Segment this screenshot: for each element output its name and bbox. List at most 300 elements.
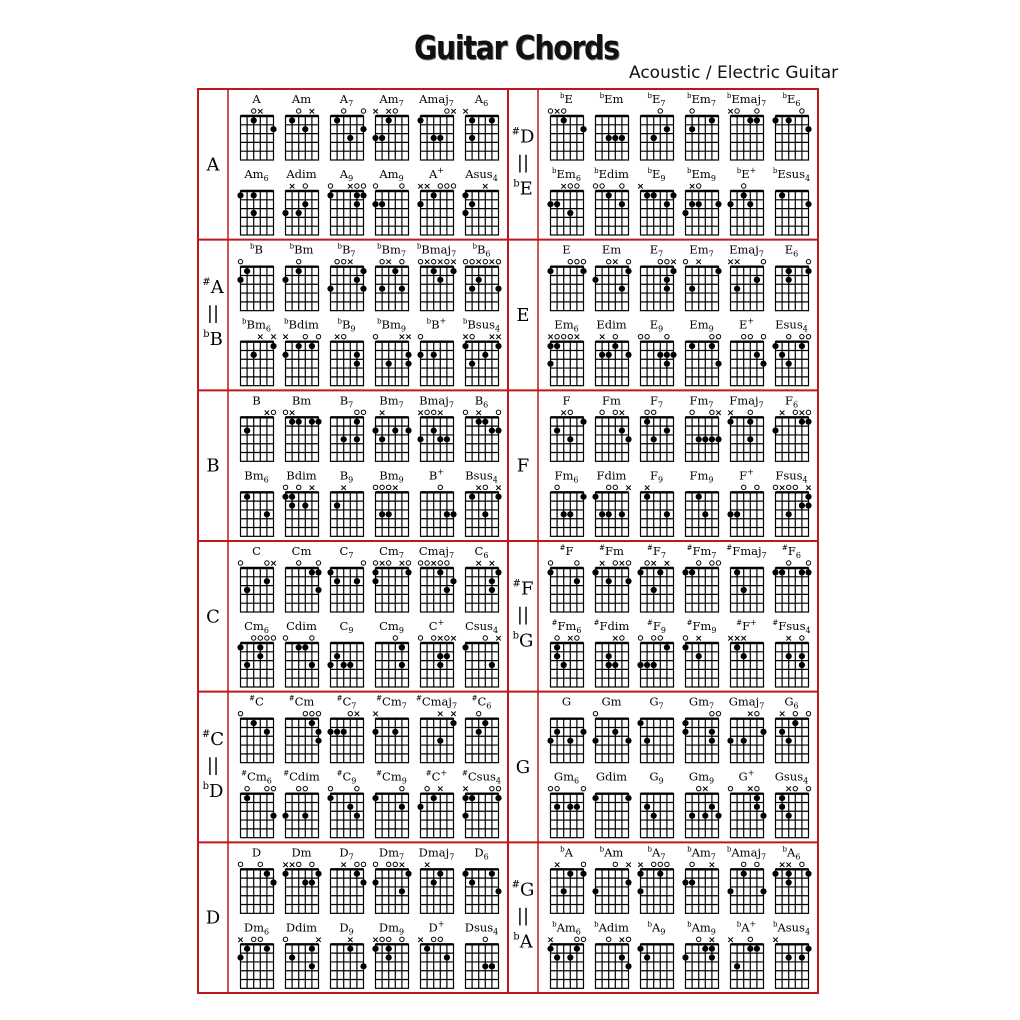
finger-dot	[489, 578, 495, 584]
chord-name: $^b$Bdim	[284, 317, 319, 332]
muted-string-mark: ×	[423, 860, 431, 871]
finger-dot	[799, 502, 805, 508]
fret-diagram	[331, 333, 364, 386]
open-string-mark	[432, 937, 436, 941]
finger-dot	[334, 578, 340, 584]
fret-diagram	[686, 109, 719, 160]
finger-dot	[554, 653, 560, 659]
open-string-mark	[252, 636, 256, 640]
open-string-mark	[575, 937, 579, 941]
finger-dot	[606, 352, 612, 358]
finger-dot	[612, 729, 618, 735]
chord-name: $^{\#}C_7$	[336, 694, 357, 711]
finger-dot	[354, 871, 360, 877]
open-string-mark	[548, 786, 552, 790]
finger-dot	[657, 871, 663, 877]
chord-name: $E_7$	[649, 242, 664, 259]
chord-name: #Cm	[288, 694, 315, 709]
chord-name: $^b$E+	[736, 166, 757, 181]
open-string-mark	[316, 561, 320, 565]
finger-dot	[437, 569, 443, 575]
chord-name: $^b$Edim	[594, 167, 629, 181]
open-string-mark	[728, 786, 732, 790]
muted-string-mark: ×	[346, 935, 355, 946]
fret-diagram	[286, 711, 322, 762]
open-string-mark	[800, 109, 804, 113]
chord-name: $^bBm_6$	[242, 317, 271, 334]
fret-diagram	[773, 483, 812, 536]
finger-dot	[417, 436, 423, 442]
finger-dot	[417, 352, 423, 358]
muted-string-mark: ×	[281, 332, 290, 343]
fret-diagram	[372, 786, 408, 837]
finger-dot	[567, 871, 573, 877]
chord-name: Cm	[291, 544, 312, 558]
fret-diagram	[592, 258, 631, 311]
open-string-mark	[742, 485, 746, 489]
open-string-mark	[271, 786, 275, 790]
chord-name: #Fdim	[593, 619, 630, 633]
open-string-mark	[800, 636, 804, 640]
finger-dot	[786, 117, 792, 123]
open-string-mark	[445, 636, 449, 640]
finger-dot	[469, 117, 475, 123]
finger-dot	[741, 738, 747, 744]
chord-name: $C_6$	[474, 544, 489, 560]
open-string-mark	[342, 109, 346, 113]
finger-dot	[482, 419, 488, 425]
finger-dot	[437, 738, 443, 744]
fret-diagram	[727, 862, 766, 913]
finger-dot	[354, 578, 360, 584]
chord-section	[512, 89, 812, 240]
fret-diagram	[421, 485, 457, 536]
finger-dot	[619, 954, 625, 960]
chord-name: $B_9$	[339, 468, 354, 485]
chord-name: $A_7$	[339, 92, 354, 108]
open-string-mark	[355, 862, 359, 866]
finger-dot	[327, 192, 333, 198]
section-label-line: #F	[512, 578, 534, 600]
open-string-mark	[445, 184, 449, 188]
muted-string-mark: ×	[416, 935, 425, 946]
section-label-line: E	[516, 305, 530, 326]
finger-dot	[580, 268, 586, 274]
muted-string-mark: ×	[694, 634, 703, 644]
open-string-mark	[800, 862, 804, 866]
open-string-mark	[355, 786, 359, 790]
finger-dot	[709, 804, 715, 810]
fret-diagram	[376, 258, 409, 311]
muted-string-mark: ×	[784, 860, 793, 871]
finger-dot	[244, 494, 250, 500]
muted-string-mark: ×	[546, 935, 555, 946]
finger-dot	[244, 268, 250, 274]
open-string-mark	[470, 259, 474, 263]
chord-name: C+	[428, 618, 445, 633]
muted-string-mark: ×	[256, 332, 265, 343]
chord-section	[508, 692, 818, 843]
open-string-mark	[297, 862, 301, 866]
chord-name: #Csus$_4$	[462, 769, 501, 786]
open-string-mark	[310, 862, 314, 866]
fret-diagram	[596, 116, 629, 160]
muted-string-mark: ×	[346, 257, 355, 268]
fret-diagram	[372, 860, 411, 913]
finger-dot	[282, 494, 288, 500]
finger-dot	[296, 343, 302, 349]
chord-name: Gsus$_4$	[774, 769, 809, 786]
open-string-mark	[690, 109, 694, 113]
chord-name: $Cm_6$	[244, 619, 269, 635]
chord-name: $B_6$	[474, 393, 489, 410]
finger-dot	[727, 419, 733, 425]
section-label-line: F	[516, 455, 530, 477]
finger-dot	[779, 352, 785, 358]
finger-dot	[606, 578, 612, 584]
fret-diagram	[372, 710, 409, 763]
open-string-mark	[445, 561, 449, 565]
open-string-mark	[387, 561, 391, 565]
fret-diagram	[637, 944, 673, 988]
muted-string-mark: ×	[353, 709, 361, 720]
finger-dot	[476, 729, 482, 735]
finger-dot	[715, 201, 721, 207]
finger-dot	[664, 427, 670, 433]
finger-dot	[779, 569, 785, 575]
chord-name: $^b$A	[560, 845, 573, 860]
muted-string-mark: ×	[236, 935, 245, 946]
open-string-mark	[607, 259, 611, 263]
finger-dot	[709, 343, 715, 349]
chord-name: $E_9$	[649, 317, 664, 334]
fret-diagram	[466, 937, 499, 988]
finger-dot	[554, 343, 560, 349]
chord-name: $Dm_6$	[243, 920, 270, 937]
open-string-mark	[438, 937, 442, 941]
finger-dot	[709, 946, 715, 952]
finger-dot	[431, 352, 437, 358]
finger-dot	[270, 343, 276, 349]
muted-string-mark: ×	[449, 709, 458, 720]
finger-dot	[444, 954, 450, 960]
muted-string-mark: ×	[726, 107, 735, 117]
muted-string-mark: ×	[559, 182, 568, 192]
finger-dot	[664, 511, 670, 517]
finger-dot	[399, 662, 405, 668]
finger-dot	[354, 277, 360, 283]
finger-dot	[786, 813, 792, 819]
finger-dot	[709, 738, 715, 744]
open-string-mark	[445, 259, 449, 263]
finger-dot	[637, 946, 643, 952]
open-string-mark	[697, 786, 701, 790]
chord-name: Amaj$_7$	[419, 92, 454, 108]
fret-diagram	[462, 785, 502, 838]
finger-dot	[651, 436, 657, 442]
finger-dot	[495, 494, 501, 500]
chord-name: Fmaj$_7$	[729, 393, 764, 410]
finger-dot	[251, 117, 257, 123]
fret-diagram	[596, 333, 632, 386]
chord-name: $^b$Emaj$_7$	[726, 92, 767, 108]
finger-dot	[302, 201, 308, 207]
finger-dot	[302, 813, 308, 819]
open-string-mark	[490, 786, 494, 790]
fret-diagram	[551, 485, 587, 536]
chord-name: $^{\#}F_7$	[647, 544, 666, 560]
finger-dot	[372, 135, 378, 141]
open-string-mark	[238, 259, 242, 263]
finger-dot	[619, 135, 625, 141]
chord-name: $^{\#}Fm_7$	[686, 544, 717, 560]
finger-dot	[747, 436, 753, 442]
open-string-mark	[600, 410, 604, 414]
finger-dot	[625, 738, 631, 744]
finger-dot	[360, 879, 366, 885]
fret-diagram	[727, 710, 766, 763]
chord-name: $^b$Asus$_4$	[772, 920, 811, 937]
finger-dot	[754, 277, 760, 283]
finger-dot	[779, 729, 785, 735]
chord-name: G+	[738, 768, 755, 784]
fret-diagram	[241, 333, 278, 386]
finger-dot	[592, 795, 598, 801]
muted-string-mark: ×	[636, 860, 645, 871]
muted-string-mark: ×	[461, 784, 470, 795]
fret-diagram	[772, 408, 811, 461]
page-title: Guitar Chords	[414, 28, 619, 67]
chord-name: $^bEm_6$	[552, 167, 581, 183]
finger-dot	[657, 569, 663, 575]
fret-diagram	[772, 334, 810, 385]
finger-dot	[482, 720, 488, 726]
finger-dot	[495, 427, 501, 433]
finger-dot	[786, 653, 792, 659]
open-string-mark	[581, 259, 585, 263]
finger-dot	[309, 946, 315, 952]
chord-name: $Bm_9$	[379, 468, 404, 485]
finger-dot	[327, 286, 333, 292]
fret-diagram	[592, 483, 632, 536]
chord-name: E	[562, 242, 571, 257]
finger-dot	[354, 419, 360, 425]
chord-name: $F_7$	[649, 393, 664, 410]
open-string-mark	[483, 636, 487, 640]
muted-string-mark: ×	[798, 408, 806, 419]
finger-dot	[644, 494, 650, 500]
finger-dot	[289, 117, 295, 123]
open-string-mark	[400, 786, 404, 790]
chord-name: Edim	[596, 317, 627, 332]
chord-name: $^b$Bsus$_4$	[462, 317, 501, 334]
fret-diagram	[372, 184, 408, 235]
finger-dot	[651, 192, 657, 198]
finger-dot	[606, 662, 612, 668]
chord-name: $Em_6$	[554, 317, 579, 334]
finger-dot	[580, 126, 586, 132]
finger-dot	[734, 963, 740, 969]
finger-dot	[399, 286, 405, 292]
fret-diagram	[327, 182, 366, 235]
open-string-mark	[638, 334, 642, 338]
muted-string-mark: ×	[643, 483, 651, 494]
finger-dot	[437, 871, 443, 877]
open-string-mark	[297, 485, 301, 489]
fret-diagram	[776, 785, 811, 838]
finger-dot	[606, 511, 612, 517]
finger-dot	[431, 192, 437, 198]
muted-string-mark: ×	[804, 483, 813, 494]
open-string-mark	[303, 786, 307, 790]
fret-diagram	[286, 107, 319, 160]
fret-diagram	[731, 334, 767, 385]
fret-diagram	[772, 561, 811, 612]
chord-name: Cdim	[286, 619, 317, 633]
open-string-mark	[297, 561, 301, 565]
chord-name: $^bAm_9$	[687, 920, 716, 937]
finger-dot	[270, 813, 276, 819]
open-string-mark	[387, 862, 391, 866]
finger-dot	[727, 511, 733, 517]
open-string-mark	[742, 184, 746, 188]
muted-string-mark: ×	[778, 860, 786, 871]
finger-dot	[244, 946, 250, 952]
muted-string-mark: ×	[333, 332, 341, 343]
fret-diagram	[686, 492, 719, 536]
finger-dot	[489, 427, 495, 433]
chord-name: Bdim	[286, 468, 317, 483]
section-label-line: G	[515, 757, 531, 778]
fret-diagram	[237, 935, 274, 988]
open-string-mark	[626, 561, 630, 565]
fret-diagram	[547, 719, 586, 763]
muted-string-mark: ×	[308, 483, 316, 494]
muted-string-mark: ×	[618, 559, 626, 569]
fret-diagram	[462, 634, 502, 687]
finger-dot	[689, 201, 695, 207]
chord-name: $^b$Amaj$_7$	[726, 845, 767, 862]
open-string-mark	[555, 334, 559, 338]
chord-name: $G_9$	[649, 769, 664, 786]
chord-section	[198, 240, 508, 391]
fret-diagram	[641, 258, 678, 311]
finger-dot	[664, 286, 670, 292]
open-string-mark	[400, 184, 404, 188]
chord-name: #C	[249, 694, 264, 709]
open-string-mark	[710, 711, 714, 715]
fret-diagram	[727, 258, 766, 311]
finger-dot	[315, 871, 321, 877]
open-string-mark	[451, 184, 455, 188]
finger-dot	[799, 343, 805, 349]
finger-dot	[580, 729, 586, 735]
muted-string-mark: ×	[618, 935, 626, 946]
muted-string-mark: ×	[566, 634, 575, 644]
open-string-mark	[793, 786, 797, 790]
finger-dot	[727, 201, 733, 207]
open-string-mark	[716, 334, 720, 338]
open-string-mark	[800, 334, 804, 338]
muted-string-mark: ×	[449, 257, 458, 268]
muted-string-mark: ×	[726, 257, 735, 268]
chord-name: #Cdim	[283, 769, 320, 784]
finger-dot	[405, 352, 411, 358]
finger-dot	[664, 352, 670, 358]
open-string-mark	[387, 937, 391, 941]
muted-string-mark: ×	[474, 483, 483, 494]
finger-dot	[561, 888, 567, 894]
finger-dot	[327, 795, 333, 801]
chord-name: $^bB_7$	[337, 242, 356, 259]
fret-diagram	[237, 259, 273, 310]
finger-dot	[237, 277, 243, 283]
muted-string-mark: ×	[636, 182, 645, 192]
finger-dot	[257, 653, 263, 659]
finger-dot	[799, 653, 805, 659]
open-string-mark	[418, 334, 422, 338]
open-string-mark	[665, 259, 669, 263]
open-string-mark	[425, 410, 429, 414]
finger-dot	[309, 720, 315, 726]
finger-dot	[702, 813, 708, 819]
finger-dot	[341, 729, 347, 735]
section-label-line: B	[206, 455, 220, 477]
fret-diagram	[547, 561, 583, 612]
open-string-mark	[568, 184, 572, 188]
open-string-mark	[793, 711, 797, 715]
muted-string-mark: ×	[553, 107, 561, 117]
open-string-mark	[418, 259, 422, 263]
finger-dot	[619, 201, 625, 207]
finger-dot	[734, 511, 740, 517]
finger-dot	[644, 954, 650, 960]
finger-dot	[354, 352, 360, 358]
finger-dot	[547, 268, 553, 274]
fret-diagram	[548, 786, 585, 837]
open-string-mark	[548, 561, 552, 565]
fret-diagram	[637, 636, 673, 687]
muted-string-mark: ×	[649, 559, 658, 569]
finger-dot	[625, 352, 631, 358]
open-string-mark	[387, 485, 391, 489]
muted-string-mark: ×	[494, 332, 503, 343]
open-string-mark	[658, 636, 662, 640]
chord-name: Cmaj$_7$	[418, 544, 455, 560]
open-string-mark	[483, 259, 487, 263]
chord-name: $^{\#}C_9$	[336, 769, 357, 786]
fret-diagram	[282, 786, 318, 837]
finger-dot	[644, 804, 650, 810]
chord-name: #Fmaj$_7$	[726, 544, 767, 560]
finger-dot	[592, 888, 598, 894]
open-string-mark	[620, 184, 624, 188]
muted-string-mark: ×	[436, 709, 445, 720]
finger-dot	[386, 361, 392, 367]
section-label-line: A	[206, 154, 220, 176]
finger-dot	[747, 117, 753, 123]
chord-name: Em	[601, 242, 622, 257]
fret-diagram	[596, 408, 632, 461]
finger-dot	[637, 888, 643, 894]
finger-dot	[302, 879, 308, 885]
muted-string-mark: ×	[423, 182, 431, 192]
fret-diagram	[331, 935, 367, 988]
open-string-mark	[735, 109, 739, 113]
finger-dot	[495, 795, 501, 801]
chord-name: $^bE_9$	[647, 167, 666, 183]
open-string-mark	[626, 259, 630, 263]
